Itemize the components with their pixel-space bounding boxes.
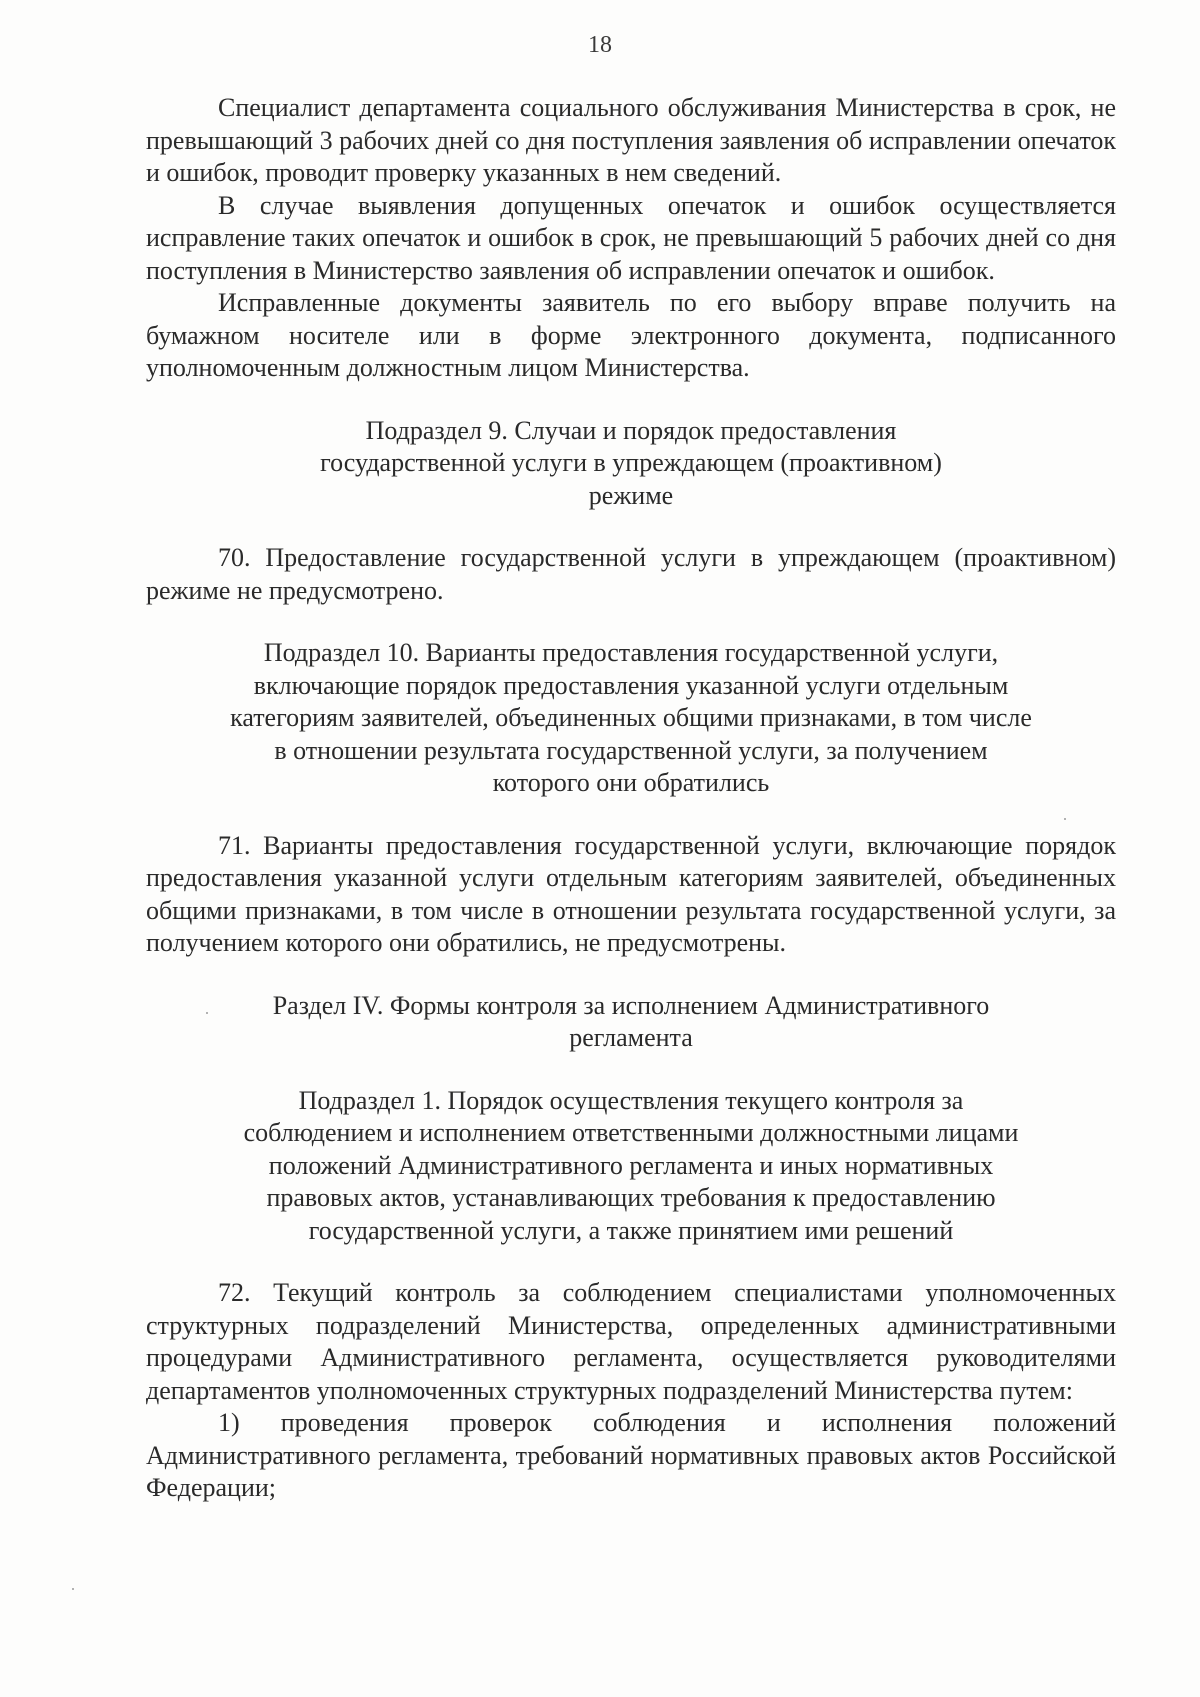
subsection-10-heading: Подраздел 10. Варианты предоставления государственной услуги, включающие порядок предоставления указанной услуги отдельным категориям заявителей, объединенных общими признаками, в том числе в отношении результата государственной услуги, за получением которого они обратились [230, 638, 1032, 797]
paragraph-correction-term: В случае выявления допущенных опечаток и ошибок осуществляется исправление таких опечаток и ошибок в срок, не превышающий 5 рабочих дней со дня поступления в Министерство заявления об исправлении опечаток и ошибок. [146, 190, 1116, 285]
paragraph-72-item-1: 1) проведения проверок соблюдения и исполнения положений Административного регламента, требований нормативных правовых актов Российской Федерации; [146, 1408, 1116, 1502]
subsection-9-heading: Подраздел 9. Случаи и порядок предоставления государственной услуги в упреждающем (проактивном) режиме [320, 415, 942, 510]
subsection-1-heading: Подраздел 1. Порядок осуществления текущего контроля за соблюдением и исполнением ответственными должностными лицами положений Административного регламента и иных нормативных правовых актов, устанавливающих требования к предоставлению государственной услуги, а также принятием ими решений [243, 1085, 1019, 1245]
document-body [146, 92, 1116, 1505]
page-number: 18 [588, 32, 612, 58]
paragraph-72: 72. Текущий контроль за соблюдением специалистами уполномоченных структурных подразделений Министерства, определенных административными процедурами Административного регламента, осуществляется руководителями департаментов уполномоченных структурных подразделений Министерства путем: [146, 1278, 1116, 1405]
section-4-heading: Раздел IV. Формы контроля за исполнением Административного регламента [272, 990, 990, 1052]
paragraph-corrected-documents: Исправленные документы заявитель по его выбору вправе получить на бумажном носителе или в форме электронного документа, подписанного уполномоченным должностным лицом Министерства. [146, 288, 1116, 382]
scan-artifact [1064, 818, 1066, 820]
paragraph-71: 71. Варианты предоставления государственной услуги, включающие порядок предоставления указанной услуги отдельным категориям заявителей, объединенных общими признаками, в том числе в отношении результата государственной услуги, за получением которого они обратились, не предусмотрены. [146, 830, 1116, 957]
paragraph-review-errors: Специалист департамента социального обслуживания Министерства в срок, не превышающий 3 рабочих дней со дня поступления заявления об исправлении опечаток и ошибок, проводит проверку указанных в нем сведений. [146, 93, 1116, 187]
paragraph-70: 70. Предоставление государственной услуги в упреждающем (проактивном) режиме не предусмотрено. [146, 543, 1116, 605]
scan-artifact [206, 1012, 208, 1014]
scan-artifact [72, 1588, 74, 1590]
